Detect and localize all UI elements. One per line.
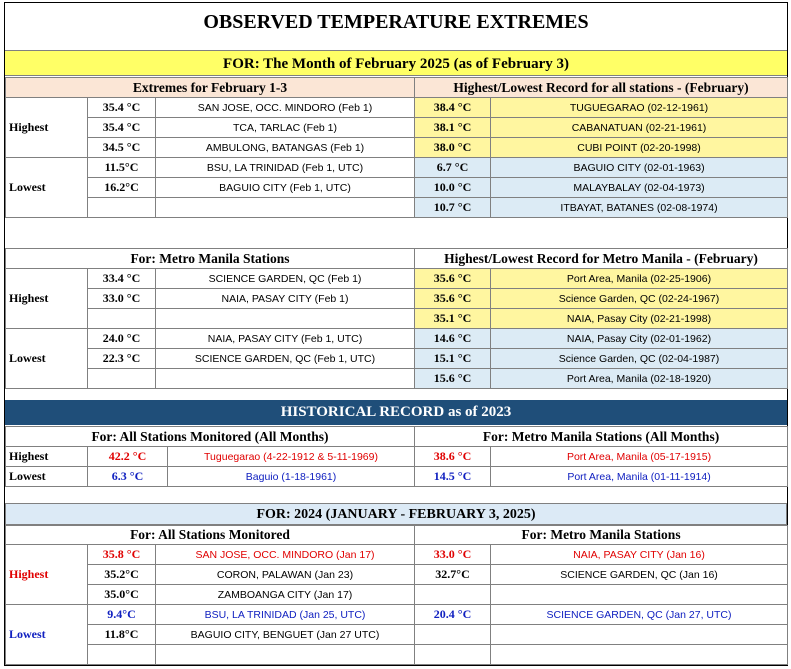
- highest-label: Highest: [6, 98, 88, 158]
- temp-value: 35.4 °C: [88, 118, 156, 138]
- lowest-label: Lowest: [6, 605, 88, 665]
- lowest-label: Lowest: [6, 329, 88, 389]
- historical-banner-text: HISTORICAL RECORD as of 2023: [280, 404, 512, 420]
- year-2024-table: [5, 525, 788, 665]
- temp-value: 33.4 °C: [88, 269, 156, 289]
- record-value: [415, 625, 491, 645]
- record-value: [415, 645, 491, 665]
- temp-value: 9.4°C: [88, 605, 156, 625]
- table-row: [6, 565, 788, 585]
- record-value: 35.1 °C: [415, 309, 491, 329]
- temp-value: [88, 645, 156, 665]
- highest-label: Highest: [6, 447, 88, 467]
- station-name: SAN JOSE, OCC. MINDORO (Jan 17): [156, 545, 415, 565]
- station-name: [156, 309, 415, 329]
- record-value: 15.1 °C: [415, 349, 491, 369]
- station-name: Baguio (1-18-1961): [168, 467, 415, 487]
- record-station: ITBAYAT, BATANES (02-08-1974): [491, 198, 788, 218]
- record-station: [491, 645, 788, 665]
- station-name: BSU, LA TRINIDAD (Feb 1, UTC): [156, 158, 415, 178]
- temp-value: 22.3 °C: [88, 349, 156, 369]
- station-name: SCIENCE GARDEN, QC (Feb 1, UTC): [156, 349, 415, 369]
- table-row: [6, 645, 788, 665]
- record-station: Science Garden, QC (02-24-1967): [491, 289, 788, 309]
- page-title: OBSERVED TEMPERATURE EXTREMES: [203, 11, 589, 33]
- section-1-left-header: Extremes for February 1-3: [6, 78, 415, 98]
- temp-value: [88, 309, 156, 329]
- record-station: SCIENCE GARDEN, QC (Jan 27, UTC): [491, 605, 788, 625]
- table-row: [6, 138, 788, 158]
- station-name: [156, 369, 415, 389]
- record-value: 32.7°C: [415, 565, 491, 585]
- temp-value: 33.0 °C: [88, 289, 156, 309]
- table-row: [6, 98, 788, 118]
- table-row: [6, 269, 788, 289]
- record-station: BAGUIO CITY (02-01-1963): [491, 158, 788, 178]
- historical-table: [5, 426, 788, 487]
- station-name: [156, 198, 415, 218]
- temp-value: 35.0°C: [88, 585, 156, 605]
- section-1-table: [5, 77, 788, 218]
- record-station: NAIA, Pasay City (02-21-1998): [491, 309, 788, 329]
- record-value: 10.0 °C: [415, 178, 491, 198]
- record-value: 15.6 °C: [415, 369, 491, 389]
- year-2024-header-row: [6, 526, 788, 545]
- station-name: NAIA, PASAY CITY (Feb 1): [156, 289, 415, 309]
- station-name: BSU, LA TRINIDAD (Jan 25, UTC): [156, 605, 415, 625]
- record-station: NAIA, Pasay City (02-01-1962): [491, 329, 788, 349]
- record-value: 14.5 °C: [415, 467, 491, 487]
- section-2-left-header: For: Metro Manila Stations: [6, 249, 415, 269]
- historical-left-header: For: All Stations Monitored (All Months): [6, 427, 415, 447]
- record-station: Port Area, Manila (05-17-1915): [491, 447, 788, 467]
- station-name: SCIENCE GARDEN, QC (Feb 1): [156, 269, 415, 289]
- record-value: 33.0 °C: [415, 545, 491, 565]
- record-value: 20.4 °C: [415, 605, 491, 625]
- record-value: 6.7 °C: [415, 158, 491, 178]
- section-1-right-header: Highest/Lowest Record for all stations - (February): [415, 78, 788, 98]
- table-row: [6, 447, 788, 467]
- record-station: NAIA, PASAY CITY (Jan 16): [491, 545, 788, 565]
- station-name: NAIA, PASAY CITY (Feb 1, UTC): [156, 329, 415, 349]
- historical-banner: [5, 400, 787, 425]
- record-station: Port Area, Manila (02-25-1906): [491, 269, 788, 289]
- period-banner: [5, 50, 787, 76]
- historical-header-row: [6, 427, 788, 447]
- section-2-table: [5, 248, 788, 389]
- temp-value: 35.8 °C: [88, 545, 156, 565]
- record-station: [491, 585, 788, 605]
- temp-value: 11.5°C: [88, 158, 156, 178]
- station-name: BAGUIO CITY (Feb 1, UTC): [156, 178, 415, 198]
- temp-value: 6.3 °C: [88, 467, 168, 487]
- table-row: [6, 545, 788, 565]
- temp-value: 24.0 °C: [88, 329, 156, 349]
- record-station: CUBI POINT (02-20-1998): [491, 138, 788, 158]
- temp-value: 34.5 °C: [88, 138, 156, 158]
- station-name: ZAMBOANGA CITY (Jan 17): [156, 585, 415, 605]
- temp-value: 16.2°C: [88, 178, 156, 198]
- record-station: MALAYBALAY (02-04-1973): [491, 178, 788, 198]
- station-name: Tuguegarao (4-22-1912 & 5-11-1969): [168, 447, 415, 467]
- year-2024-right-header: For: Metro Manila Stations: [415, 526, 788, 545]
- station-name: BAGUIO CITY, BENGUET (Jan 27 UTC): [156, 625, 415, 645]
- table-row: [6, 198, 788, 218]
- record-station: [491, 625, 788, 645]
- temp-value: [88, 198, 156, 218]
- section-2-right-header: Highest/Lowest Record for Metro Manila - (February): [415, 249, 788, 269]
- station-name: SAN JOSE, OCC. MINDORO (Feb 1): [156, 98, 415, 118]
- table-row: [6, 349, 788, 369]
- year-2024-banner-text: FOR: 2024 (JANUARY - FEBRUARY 3, 2025): [256, 507, 536, 522]
- record-value: 35.6 °C: [415, 269, 491, 289]
- year-2024-left-header: For: All Stations Monitored: [6, 526, 415, 545]
- record-station: TUGUEGARAO (02-12-1961): [491, 98, 788, 118]
- station-name: TCA, TARLAC (Feb 1): [156, 118, 415, 138]
- station-name: CORON, PALAWAN (Jan 23): [156, 565, 415, 585]
- record-station: Port Area, Manila (01-11-1914): [491, 467, 788, 487]
- temp-value: 35.4 °C: [88, 98, 156, 118]
- table-row: [6, 329, 788, 349]
- highest-label: Highest: [6, 269, 88, 329]
- record-value: 14.6 °C: [415, 329, 491, 349]
- lowest-label: Lowest: [6, 158, 88, 218]
- table-row: [6, 585, 788, 605]
- temp-value: 11.8°C: [88, 625, 156, 645]
- record-value: 38.6 °C: [415, 447, 491, 467]
- table-row: [6, 178, 788, 198]
- station-name: AMBULONG, BATANGAS (Feb 1): [156, 138, 415, 158]
- record-station: Science Garden, QC (02-04-1987): [491, 349, 788, 369]
- record-value: 38.0 °C: [415, 138, 491, 158]
- record-value: 38.4 °C: [415, 98, 491, 118]
- table-row: [6, 118, 788, 138]
- historical-right-header: For: Metro Manila Stations (All Months): [415, 427, 788, 447]
- record-value: 35.6 °C: [415, 289, 491, 309]
- station-name: [156, 645, 415, 665]
- section-2-header-row: [6, 249, 788, 269]
- record-value: [415, 585, 491, 605]
- year-2024-banner: [5, 503, 787, 525]
- table-row: [6, 467, 788, 487]
- table-row: [6, 289, 788, 309]
- record-station: SCIENCE GARDEN, QC (Jan 16): [491, 565, 788, 585]
- record-station: Port Area, Manila (02-18-1920): [491, 369, 788, 389]
- temp-value: 42.2 °C: [88, 447, 168, 467]
- table-row: [6, 369, 788, 389]
- table-row: [6, 309, 788, 329]
- temp-value: 35.2°C: [88, 565, 156, 585]
- record-station: CABANATUAN (02-21-1961): [491, 118, 788, 138]
- highest-label: Highest: [6, 545, 88, 605]
- period-banner-text: FOR: The Month of February 2025 (as of February 3): [223, 56, 569, 72]
- lowest-label: Lowest: [6, 467, 88, 487]
- table-row: [6, 625, 788, 645]
- table-row: [6, 158, 788, 178]
- section-1-header-row: [6, 78, 788, 98]
- table-row: [6, 605, 788, 625]
- record-value: 38.1 °C: [415, 118, 491, 138]
- temp-value: [88, 369, 156, 389]
- record-value: 10.7 °C: [415, 198, 491, 218]
